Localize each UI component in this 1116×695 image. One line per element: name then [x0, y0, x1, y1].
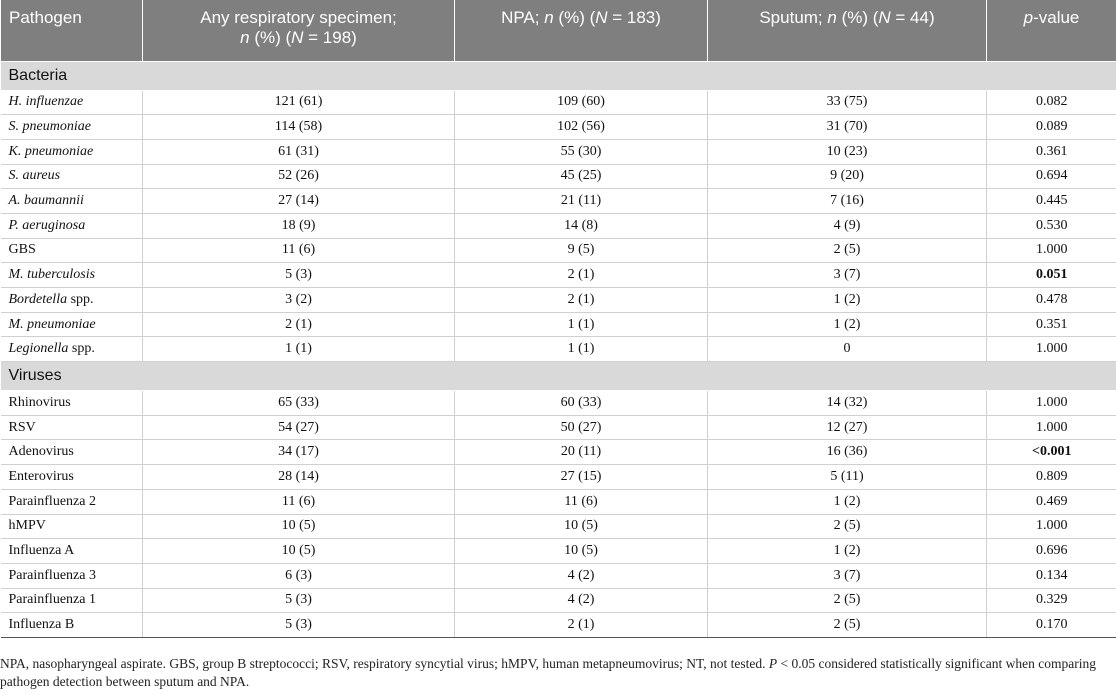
table-row [1, 312, 1116, 337]
table-row [1, 337, 1116, 362]
p-value: 1.000 [987, 238, 1116, 263]
header-p-value: p-value [987, 0, 1116, 61]
pathogen-name: Parainfluenza 3 [1, 563, 143, 588]
sputum-count: 9 (20) [708, 164, 987, 189]
p-value: 1.000 [987, 391, 1116, 416]
table-row [1, 588, 1116, 613]
sputum-count: 5 (11) [708, 465, 987, 490]
pathogen-name: S. pneumoniae [1, 115, 143, 140]
any-specimen-count: 18 (9) [143, 213, 455, 238]
p-value: 0.809 [987, 465, 1116, 490]
npa-count: 11 (6) [455, 489, 708, 514]
sputum-count: 1 (2) [708, 288, 987, 313]
any-specimen-count: 27 (14) [143, 189, 455, 214]
table-row [1, 539, 1116, 564]
header-sputum: Sputum; n (%) (N = 44) [708, 0, 987, 61]
npa-count: 10 (5) [455, 539, 708, 564]
table-row [1, 90, 1116, 115]
any-specimen-count: 61 (31) [143, 139, 455, 164]
pathogen-name: Parainfluenza 2 [1, 489, 143, 514]
pathogen-name: Enterovirus [1, 465, 143, 490]
npa-count: 45 (25) [455, 164, 708, 189]
npa-count: 2 (1) [455, 288, 708, 313]
p-value: 0.051 [987, 263, 1116, 288]
table-footnote: NPA, nasopharyngeal aspirate. GBS, group B streptococci; RSV, respiratory syncytial virus; hMPV, human metapneumovirus; NT, not tested. P < 0.05 considered statistically significant when comparing pathogen detection between sputum and NPA. [0, 656, 1096, 689]
pathogen-name: M. tuberculosis [1, 263, 143, 288]
table-row [1, 440, 1116, 465]
any-specimen-count: 54 (27) [143, 415, 455, 440]
sputum-count: 1 (2) [708, 489, 987, 514]
npa-count: 2 (1) [455, 613, 708, 638]
p-value: 0.694 [987, 164, 1116, 189]
npa-count: 102 (56) [455, 115, 708, 140]
npa-count: 1 (1) [455, 312, 708, 337]
header-npa: NPA; n (%) (N = 183) [455, 0, 708, 61]
p-value: 0.329 [987, 588, 1116, 613]
sputum-count: 3 (7) [708, 563, 987, 588]
pathogen-name: GBS [1, 238, 143, 263]
any-specimen-count: 2 (1) [143, 312, 455, 337]
p-value: 1.000 [987, 415, 1116, 440]
any-specimen-count: 10 (5) [143, 514, 455, 539]
sputum-count: 2 (5) [708, 588, 987, 613]
npa-count: 21 (11) [455, 189, 708, 214]
pathogen-name: Legionella spp. [1, 337, 143, 362]
pathogen-name: Influenza B [1, 613, 143, 638]
p-value: 0.478 [987, 288, 1116, 313]
sputum-count: 14 (32) [708, 391, 987, 416]
p-value: 0.089 [987, 115, 1116, 140]
sputum-count: 2 (5) [708, 514, 987, 539]
table-row [1, 263, 1116, 288]
any-specimen-count: 114 (58) [143, 115, 455, 140]
npa-count: 10 (5) [455, 514, 708, 539]
table-row [1, 489, 1116, 514]
table-row [1, 465, 1116, 490]
npa-count: 9 (5) [455, 238, 708, 263]
table-row [1, 164, 1116, 189]
npa-count: 109 (60) [455, 90, 708, 115]
pathogen-name: Adenovirus [1, 440, 143, 465]
table-row [1, 415, 1116, 440]
header-row [1, 0, 1116, 61]
npa-count: 4 (2) [455, 588, 708, 613]
table-row [1, 189, 1116, 214]
sputum-count: 12 (27) [708, 415, 987, 440]
pathogen-name: K. pneumoniae [1, 139, 143, 164]
header-any-specimen: Any respiratory specimen; n (%) (N = 198) [143, 0, 455, 61]
npa-count: 4 (2) [455, 563, 708, 588]
p-value: 1.000 [987, 337, 1116, 362]
sputum-count: 10 (23) [708, 139, 987, 164]
section-row [1, 61, 1116, 90]
sputum-count: 2 (5) [708, 613, 987, 638]
p-value: 0.170 [987, 613, 1116, 638]
any-specimen-count: 6 (3) [143, 563, 455, 588]
p-value: 0.445 [987, 189, 1116, 214]
any-specimen-count: 3 (2) [143, 288, 455, 313]
any-specimen-count: 52 (26) [143, 164, 455, 189]
table-row [1, 213, 1116, 238]
any-specimen-count: 11 (6) [143, 489, 455, 514]
p-value: 0.361 [987, 139, 1116, 164]
pathogen-name: M. pneumoniae [1, 312, 143, 337]
p-value: 0.351 [987, 312, 1116, 337]
npa-count: 27 (15) [455, 465, 708, 490]
sputum-count: 2 (5) [708, 238, 987, 263]
pathogen-name: hMPV [1, 514, 143, 539]
any-specimen-count: 121 (61) [143, 90, 455, 115]
any-specimen-count: 5 (3) [143, 613, 455, 638]
section-label: Viruses [1, 362, 1116, 391]
table-row [1, 391, 1116, 416]
npa-count: 2 (1) [455, 263, 708, 288]
sputum-count: 1 (2) [708, 539, 987, 564]
pathogen-name: Parainfluenza 1 [1, 588, 143, 613]
pathogen-name: S. aureus [1, 164, 143, 189]
any-specimen-count: 34 (17) [143, 440, 455, 465]
any-specimen-count: 10 (5) [143, 539, 455, 564]
sputum-count: 1 (2) [708, 312, 987, 337]
table-row [1, 288, 1116, 313]
pathogen-name: P. aeruginosa [1, 213, 143, 238]
pathogen-name: A. baumannii [1, 189, 143, 214]
pathogen-name: Bordetella spp. [1, 288, 143, 313]
table-row [1, 563, 1116, 588]
npa-count: 20 (11) [455, 440, 708, 465]
pathogen-name: H. influenzae [1, 90, 143, 115]
p-value: 0.530 [987, 213, 1116, 238]
sputum-count: 33 (75) [708, 90, 987, 115]
table-row [1, 514, 1116, 539]
p-value: 1.000 [987, 514, 1116, 539]
sputum-count: 16 (36) [708, 440, 987, 465]
sputum-count: 7 (16) [708, 189, 987, 214]
p-value: 0.134 [987, 563, 1116, 588]
table-row [1, 115, 1116, 140]
npa-count: 55 (30) [455, 139, 708, 164]
any-specimen-count: 28 (14) [143, 465, 455, 490]
table-body [1, 61, 1116, 637]
any-specimen-count: 65 (33) [143, 391, 455, 416]
section-label: Bacteria [1, 61, 1116, 90]
npa-count: 60 (33) [455, 391, 708, 416]
pathogen-name: Influenza A [1, 539, 143, 564]
any-specimen-count: 5 (3) [143, 263, 455, 288]
table-row [1, 139, 1116, 164]
sputum-count: 31 (70) [708, 115, 987, 140]
sputum-count: 0 [708, 337, 987, 362]
p-value: 0.696 [987, 539, 1116, 564]
npa-count: 50 (27) [455, 415, 708, 440]
p-value: 0.469 [987, 489, 1116, 514]
sputum-count: 3 (7) [708, 263, 987, 288]
any-specimen-count: 11 (6) [143, 238, 455, 263]
section-row [1, 362, 1116, 391]
sputum-count: 4 (9) [708, 213, 987, 238]
table-row [1, 613, 1116, 638]
p-value: 0.082 [987, 90, 1116, 115]
table-row [1, 238, 1116, 263]
header-pathogen: Pathogen [1, 0, 143, 61]
npa-count: 14 (8) [455, 213, 708, 238]
pathogen-name: Rhinovirus [1, 391, 143, 416]
p-value: <0.001 [987, 440, 1116, 465]
pathogen-name: RSV [1, 415, 143, 440]
npa-count: 1 (1) [455, 337, 708, 362]
any-specimen-count: 5 (3) [143, 588, 455, 613]
any-specimen-count: 1 (1) [143, 337, 455, 362]
